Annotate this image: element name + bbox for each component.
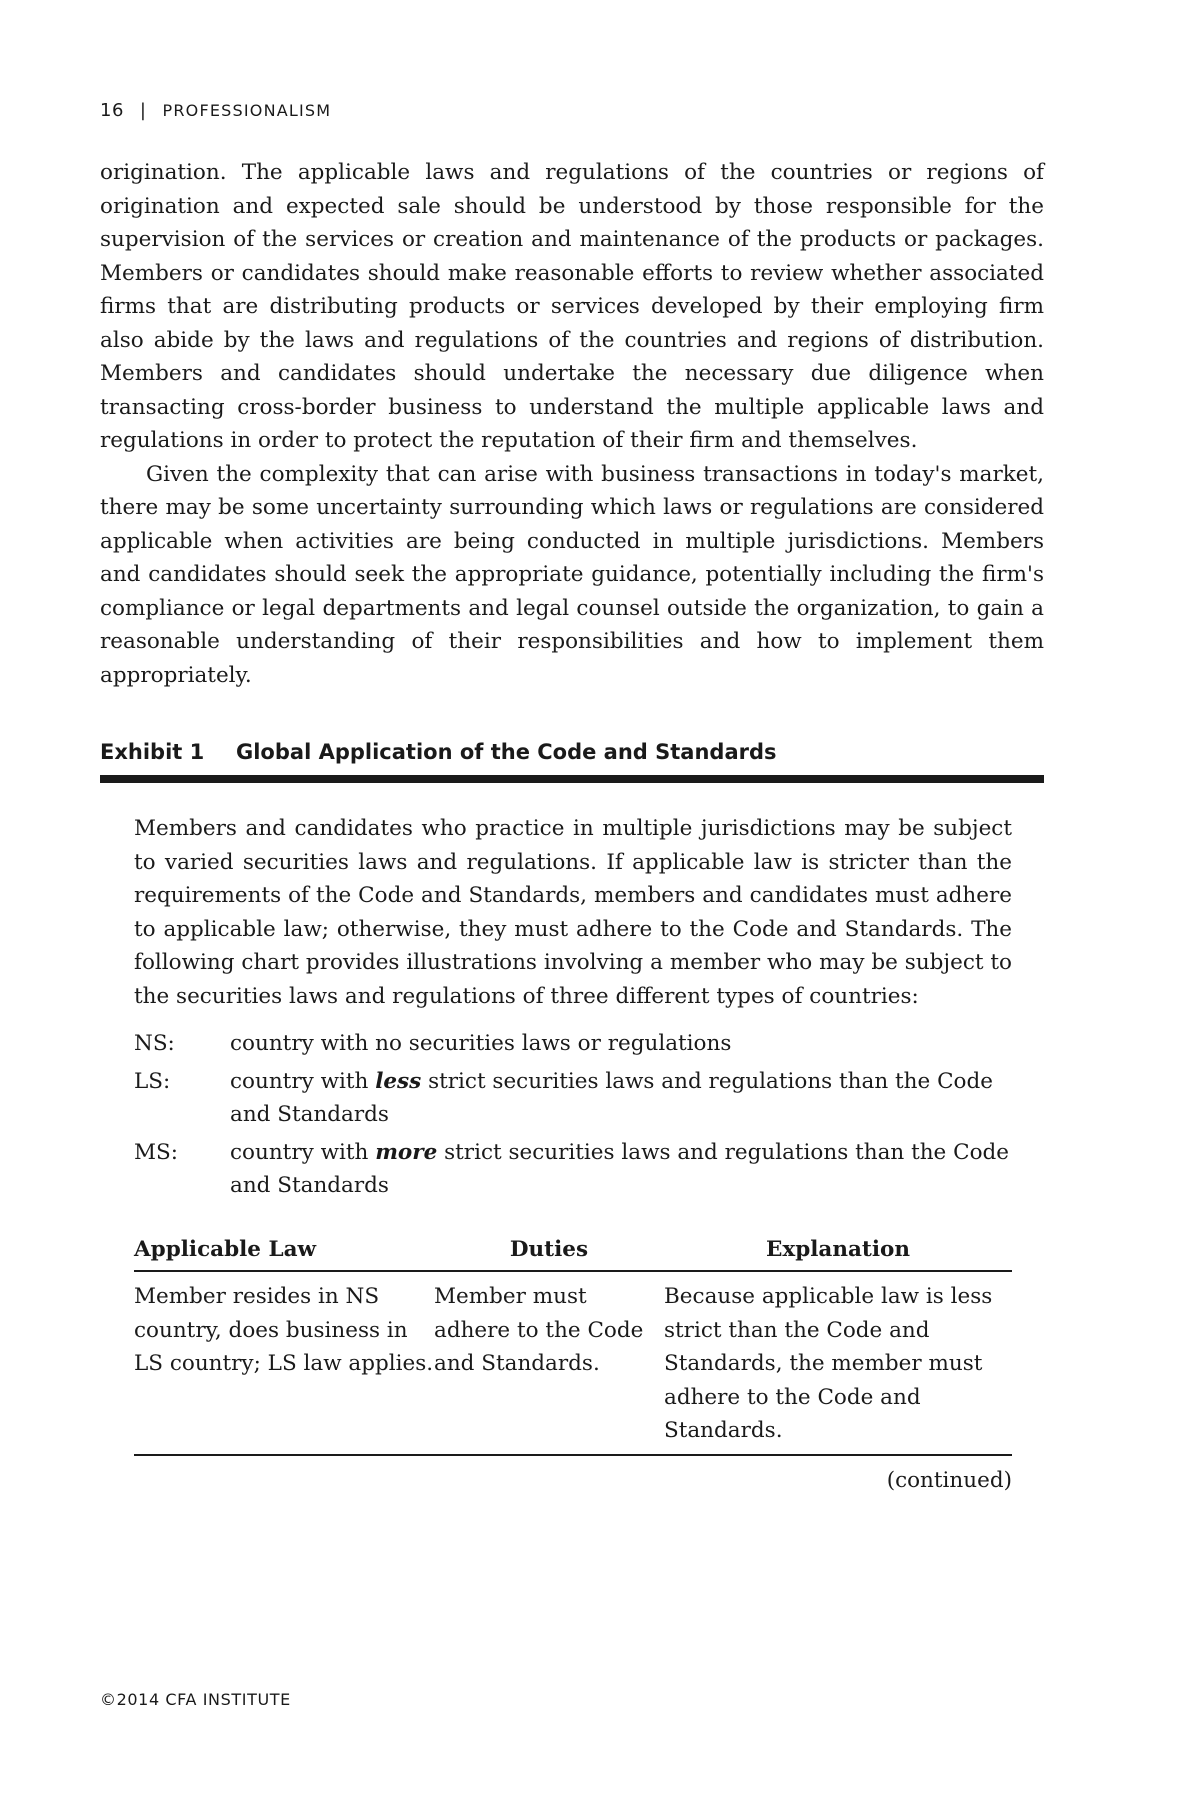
table-row xyxy=(134,1271,1012,1455)
table-cell: Because applicable law is less strict than the Code and Standards, the member must adhere to the Code and Standards. xyxy=(664,1271,1012,1455)
definition-item xyxy=(134,1136,1012,1203)
running-header xyxy=(100,100,331,121)
applicable-law-table xyxy=(134,1233,1012,1456)
exhibit-intro: Members and candidates who practice in multiple jurisdictions may be subject to varied securities laws and regulations. If applicable law is stricter than the requirements of the Code and Standards, members and candidates must adhere to applicable law; otherwise, they must adhere to the Code and Standards. The following chart provides illustrations involving a member who may be subject to the securities laws and regulations of three different types of countries: xyxy=(134,816,1012,1009)
exhibit-heading xyxy=(100,740,1044,764)
column-header-explanation: Explanation xyxy=(664,1233,1012,1272)
definition-item xyxy=(134,1065,1012,1132)
body-text xyxy=(100,156,1044,692)
paragraph: Given the complexity that can arise with business transactions in today's market, there may be some uncertainty surrounding which laws or regulations are considered applicable when activities are being conducted in multiple jurisdictions. Members and candidates should seek the appropriate guidance, potentially including the firm's compliance or legal departments and legal counsel outside the organization, to gain a reasonable understanding of their responsibilities and how to implement them appropriately. xyxy=(100,461,1044,688)
exhibit-rule xyxy=(100,775,1044,783)
copyright-footer: ©2014 CFA INSTITUTE xyxy=(100,1690,291,1709)
header-separator: | xyxy=(139,100,147,121)
exhibit-label: Exhibit 1 xyxy=(100,740,205,764)
definition-text: country with less strict securities laws and regulations than the Code and Standards xyxy=(230,1068,993,1127)
definition-text: country with no securities laws or regulations xyxy=(230,1031,732,1056)
definition-list xyxy=(134,1027,1012,1203)
exhibit-title: Global Application of the Code and Standards xyxy=(236,740,777,764)
exhibit-body xyxy=(134,812,1012,1497)
definition-item xyxy=(134,1027,1012,1061)
definition-term: LS: xyxy=(134,1068,171,1094)
emphasis: less xyxy=(375,1068,422,1094)
paragraph: origination. The applicable laws and regulations of the countries or regions of origination and expected sale should be understood by those responsible for the supervision of the services or creation and maintenance of the products or packages. Members or candidates should make reasonable efforts to review whether associated firms that are distributing products or services developed by their employing firm also abide by the laws and regulations of the countries and regions of distribution. Members and candidates should undertake the necessary due diligence when transacting cross-border business to understand the multiple applicable laws and regulations in order to protect the reputation of their firm and themselves. xyxy=(100,160,1044,453)
table-cell: Member resides in NS country, does business in LS country; LS law applies. xyxy=(134,1271,434,1455)
definition-term: NS: xyxy=(134,1031,175,1056)
section-title: PROFESSIONALISM xyxy=(162,101,332,120)
continued-note: (continued) xyxy=(886,1467,1012,1493)
table-header-row xyxy=(134,1233,1012,1272)
table-cell: Member must adhere to the Code and Standards. xyxy=(434,1271,664,1455)
page-number: 16 xyxy=(100,100,124,121)
column-header-duties: Duties xyxy=(434,1233,664,1272)
definition-term: MS: xyxy=(134,1139,178,1165)
definition-text: country with more strict securities laws and regulations than the Code and Standards xyxy=(230,1139,1009,1198)
column-header-applicable-law: Applicable Law xyxy=(134,1233,434,1272)
emphasis: more xyxy=(375,1139,438,1165)
